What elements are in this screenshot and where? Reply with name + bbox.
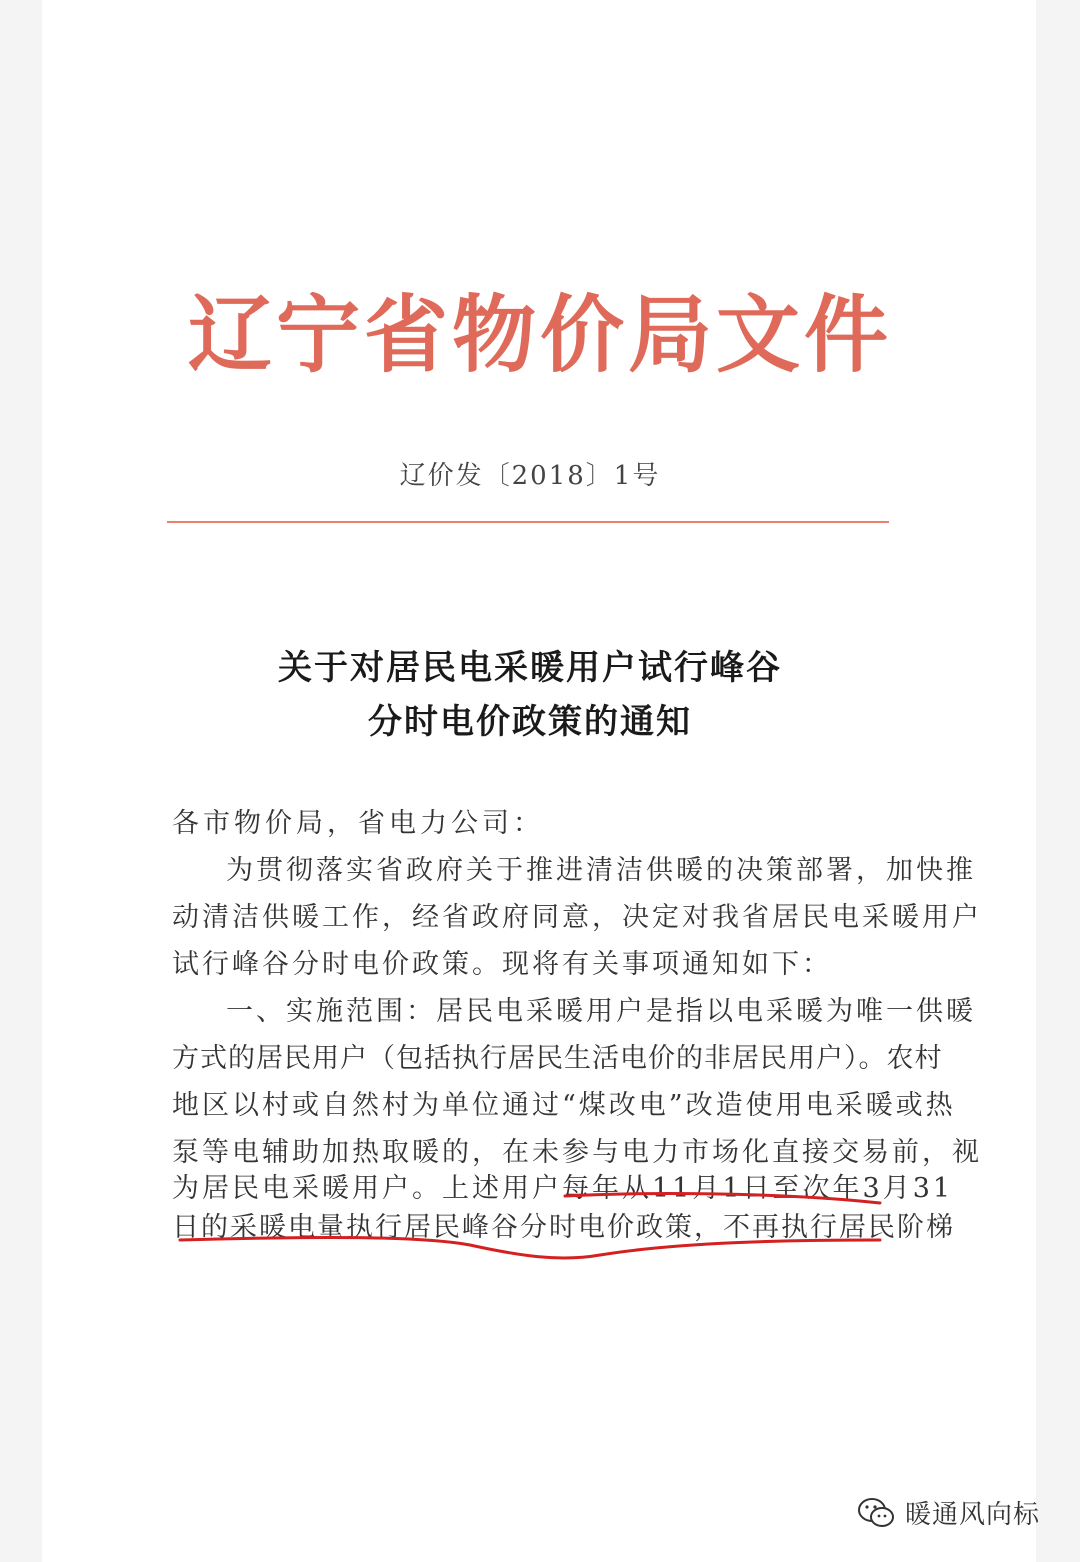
body-line: 泵等电辅助加热取暖的，在未参与电力市场化直接交易前，视 xyxy=(172,1137,982,1168)
watermark xyxy=(857,1494,1040,1531)
notice-title-line1: 关于对居民电采暖用户试行峰谷 xyxy=(278,648,782,688)
header-divider xyxy=(167,521,889,523)
body-line: 试行峰谷分时电价政策。现将有关事项通知如下： xyxy=(172,949,832,980)
document-number: 辽价发〔2018〕1号 xyxy=(399,461,661,491)
body-line: 一、实施范围：居民电采暖用户是指以电采暖为唯一供暖 xyxy=(226,996,976,1027)
document-page xyxy=(42,0,1036,1562)
body-line: 地区以村或自然村为单位通过“煤改电”改造使用电采暖或热 xyxy=(172,1090,956,1121)
document-header-title: 辽宁省物价局文件 xyxy=(187,285,892,384)
watermark-label: 暖通风向标 xyxy=(904,1500,1040,1530)
body-line: 动清洁供暖工作，经省政府同意，决定对我省居民电采暖用户 xyxy=(172,902,982,933)
body-line: 日的采暖电量执行居民峰谷分时电价政策，不再执行居民阶梯 xyxy=(172,1212,955,1243)
body-line: 为贯彻落实省政府关于推进清洁供暖的决策部署，加快推 xyxy=(226,855,976,886)
body-line: 方式的居民用户（包括执行居民生活电价的非居民用户）。农村 xyxy=(172,1043,943,1074)
wechat-icon xyxy=(857,1496,895,1530)
notice-title-line2: 分时电价政策的通知 xyxy=(368,702,692,742)
body-line: 为居民电采暖用户。上述用户每年从11月1日至次年3月31 xyxy=(172,1173,954,1204)
body-line: 各市物价局，省电力公司： xyxy=(172,808,544,839)
